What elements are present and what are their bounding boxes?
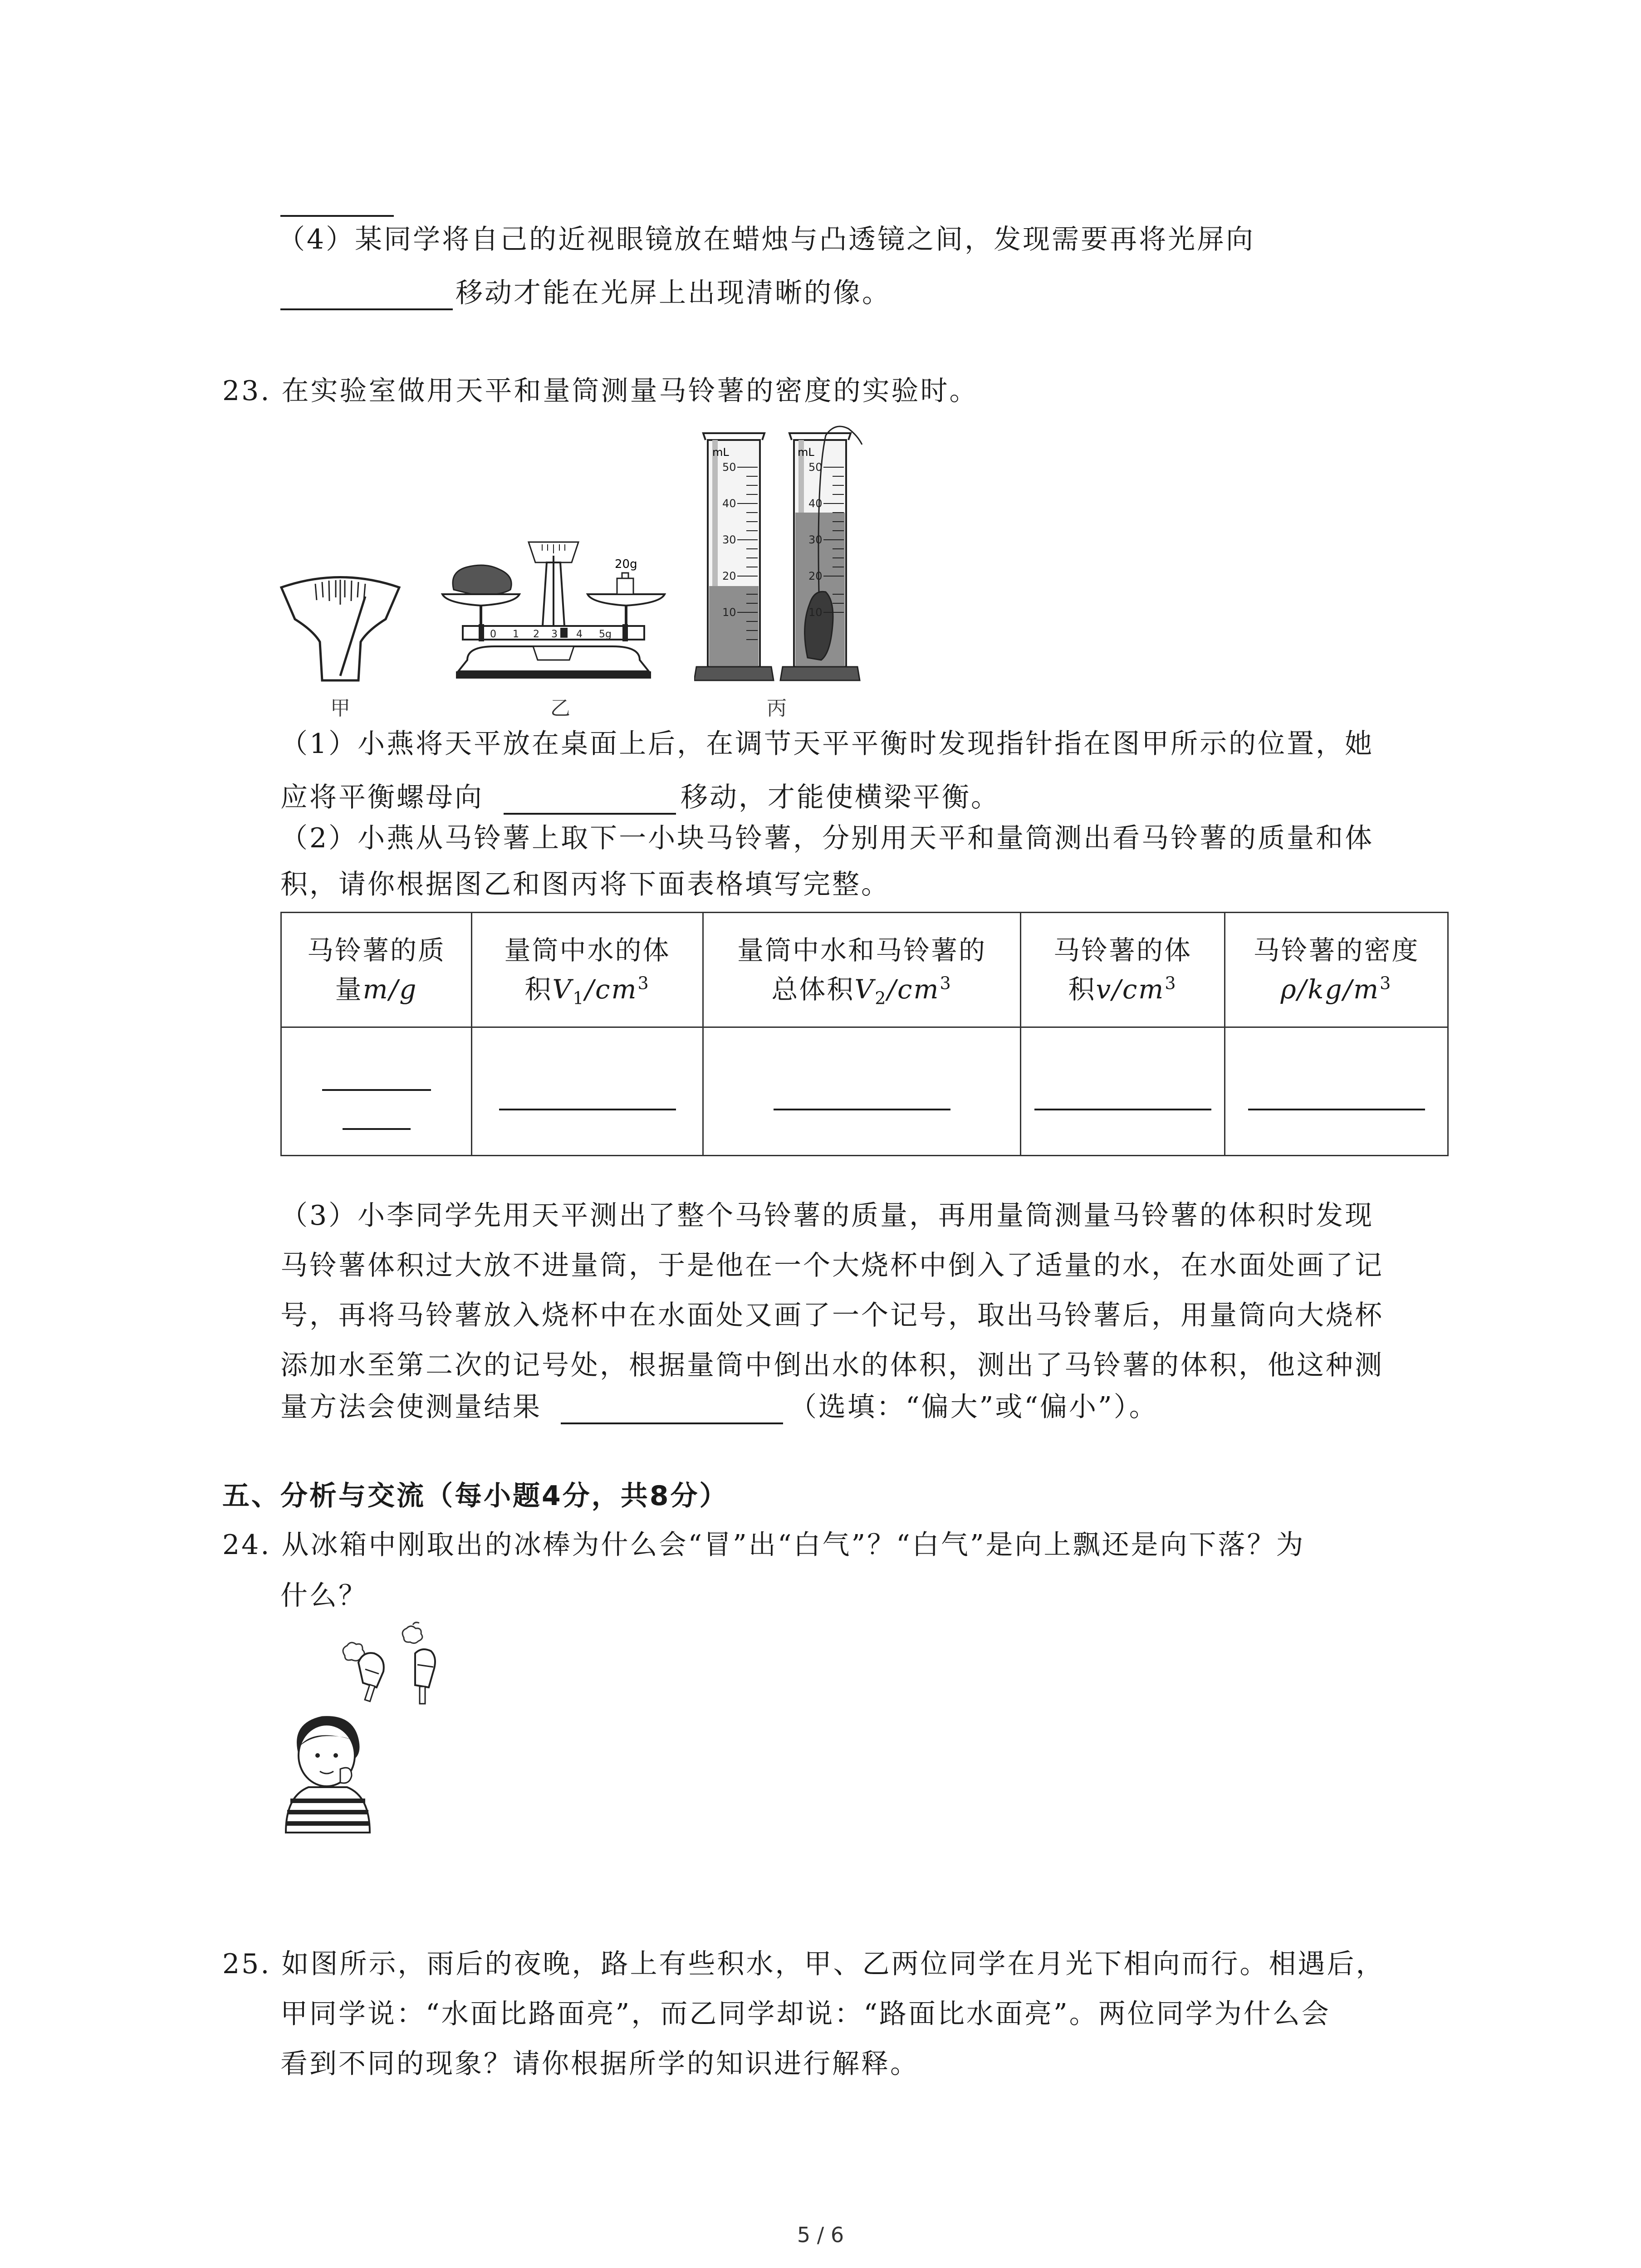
right-tick-30: 30 xyxy=(808,533,823,546)
header-water-volume xyxy=(472,913,703,1027)
header-rho-unit: /kg/m xyxy=(1297,974,1380,1005)
header-v2-sup: 3 xyxy=(940,973,952,993)
header-v-b: 积 xyxy=(1068,974,1096,1005)
header-v1-sub: 1 xyxy=(573,988,585,1008)
q25-line3: 看到不同的现象？请你根据所学的知识进行解释。 xyxy=(280,2048,919,2080)
left-tick-30: 30 xyxy=(722,533,736,546)
figure-label-bing: 丙 xyxy=(767,697,787,720)
header-mass-unit: /g xyxy=(389,974,418,1005)
cell-v-answer[interactable] xyxy=(1021,1027,1225,1156)
header-v2-a: 量筒中水和马铃薯的 xyxy=(737,935,986,966)
measurement-table xyxy=(280,912,1449,1156)
header-v2-b: 总体积 xyxy=(771,974,855,1005)
header-v-var: v xyxy=(1096,974,1112,1005)
page-number: 5 / 6 xyxy=(797,2223,844,2247)
header-v1-sup: 3 xyxy=(637,973,650,993)
header-v1-var: V xyxy=(552,974,573,1005)
header-v1-b: 积 xyxy=(524,974,553,1005)
cell-rho-answer[interactable] xyxy=(1225,1027,1448,1156)
answer-blank-q23-1[interactable] xyxy=(504,813,676,815)
header-v1-a: 量筒中水的体 xyxy=(504,935,671,966)
header-mass-b: 量 xyxy=(335,974,363,1005)
balance-pointer-figure xyxy=(272,569,408,683)
scale-tick-1: 1 xyxy=(513,629,519,640)
header-rho-sup: 3 xyxy=(1380,973,1392,993)
section5-title: 五、分析与交流（每小题4分，共8分） xyxy=(222,1480,729,1512)
answer-blank-q22-4[interactable] xyxy=(280,308,453,310)
header-v1-unit: /cm xyxy=(585,974,638,1005)
q22-item4-line1: （4）某同学将自己的近视眼镜放在蜡烛与凸透镜之间，发现需要再将光屏向 xyxy=(278,224,1255,255)
q23-item3-line5b: （选填：“偏大”或“偏小”）。 xyxy=(789,1391,1158,1423)
q23-item1-line2a: 应将平衡螺母向 xyxy=(280,782,484,813)
header-potato-volume xyxy=(1021,913,1225,1027)
answer-blank-mass-b[interactable] xyxy=(343,1096,411,1130)
header-potato-mass xyxy=(281,913,472,1027)
answer-blank-v2[interactable] xyxy=(774,1077,950,1110)
answer-blank-mass-a[interactable] xyxy=(322,1057,431,1091)
cell-v2-answer[interactable] xyxy=(703,1027,1021,1156)
header-v-sup: 3 xyxy=(1165,973,1177,993)
q23-item3-line2: 马铃薯体积过大放不进量筒，于是他在一个大烧杯中倒入了适量的水，在水面处画了记 xyxy=(280,1250,1384,1281)
q24-line2: 什么？ xyxy=(280,1580,367,1612)
cell-v1-answer[interactable] xyxy=(472,1027,703,1156)
answer-blank-q22-3[interactable] xyxy=(280,215,394,217)
header-v2-unit: /cm xyxy=(887,974,940,1005)
answer-blank-q23-3[interactable] xyxy=(561,1422,783,1424)
right-tick-20: 20 xyxy=(808,570,823,582)
left-tick-40: 40 xyxy=(722,497,736,510)
left-tick-10: 10 xyxy=(722,606,736,619)
scale-tick-5: 5g xyxy=(599,629,612,640)
header-rho-a: 马铃薯的密度 xyxy=(1253,935,1420,966)
balance-figure xyxy=(436,535,671,685)
scale-tick-4: 4 xyxy=(576,629,583,640)
q23-item2-line2: 积，请你根据图乙和图丙将下面表格填写完整。 xyxy=(280,869,890,900)
header-total-volume xyxy=(703,913,1021,1027)
left-tick-20: 20 xyxy=(722,570,736,582)
scale-tick-2: 2 xyxy=(533,629,539,640)
q25-line1: 25. 如图所示，雨后的夜晚，路上有些积水，甲、乙两位同学在月光下相向而行。相遇后， xyxy=(222,1948,1385,1980)
header-mass-a: 马铃薯的质 xyxy=(307,935,446,966)
q23-item3-line4: 添加水至第二次的记号处，根据量筒中倒出水的体积，测出了马铃薯的体积，他这种测 xyxy=(280,1349,1384,1381)
answer-blank-rho[interactable] xyxy=(1248,1077,1425,1110)
header-v-unit: /cm xyxy=(1112,974,1165,1005)
q25-line2: 甲同学说：“水面比路面亮”，而乙同学却说：“路面比水面亮”。两位同学为什么会 xyxy=(280,1998,1331,2030)
header-rho-var: ρ xyxy=(1280,974,1298,1005)
q23-stem: 23. 在实验室做用天平和量筒测量马铃薯的密度的实验时。 xyxy=(222,375,979,407)
q23-item3-line3: 号，再将马铃薯放入烧杯中在水面处又画了一个记号，取出马铃薯后，用量筒向大烧杯 xyxy=(280,1300,1384,1331)
q23-item2-line1: （2）小燕从马铃薯上取下一小块马铃薯，分别用天平和量筒测出看马铃薯的质量和体 xyxy=(280,822,1374,854)
header-v2-sub: 2 xyxy=(875,988,887,1008)
header-potato-density xyxy=(1225,913,1448,1027)
right-tick-40: 40 xyxy=(808,497,823,510)
figure-label-yi: 乙 xyxy=(550,697,570,720)
popsicle-boy-illustration xyxy=(272,1619,463,1837)
right-tick-10: 10 xyxy=(808,606,823,619)
weight-label: 20g xyxy=(615,557,637,571)
q23-item1-line2b: 移动，才能使横梁平衡。 xyxy=(681,782,1000,813)
scale-tick-3: 3 xyxy=(551,629,558,640)
q24-line1: 24. 从冰箱中刚取出的冰棒为什么会“冒”出“白气”？“白气”是向上飘还是向下落？为 xyxy=(222,1529,1305,1561)
q23-item3-line5a: 量方法会使测量结果 xyxy=(280,1391,542,1423)
header-v2-var: V xyxy=(854,974,875,1005)
header-mass-var: m xyxy=(362,974,389,1005)
figure-label-jia: 甲 xyxy=(330,697,350,720)
answer-blank-v1[interactable] xyxy=(499,1077,676,1110)
answer-blank-v[interactable] xyxy=(1034,1077,1211,1110)
q23-item1-line1: （1）小燕将天平放在桌面上后，在调节天平平衡时发现指针指在图甲所示的位置，她 xyxy=(280,728,1374,760)
right-tick-50: 50 xyxy=(808,461,823,474)
left-tick-50: 50 xyxy=(722,461,736,474)
q22-item4-line2: 移动才能在光屏上出现清晰的像。 xyxy=(456,277,891,309)
scale-tick-0: 0 xyxy=(490,629,496,640)
cylinder-figure xyxy=(694,422,876,689)
cell-mass-answer[interactable] xyxy=(281,1027,472,1156)
header-v-a: 马铃薯的体 xyxy=(1053,935,1192,966)
left-cylinder-unit: mL xyxy=(712,446,729,459)
q23-item3-line1: （3）小李同学先用天平测出了整个马铃薯的质量，再用量筒测量马铃薯的体积时发现 xyxy=(280,1200,1374,1232)
right-cylinder-unit: mL xyxy=(798,446,814,459)
